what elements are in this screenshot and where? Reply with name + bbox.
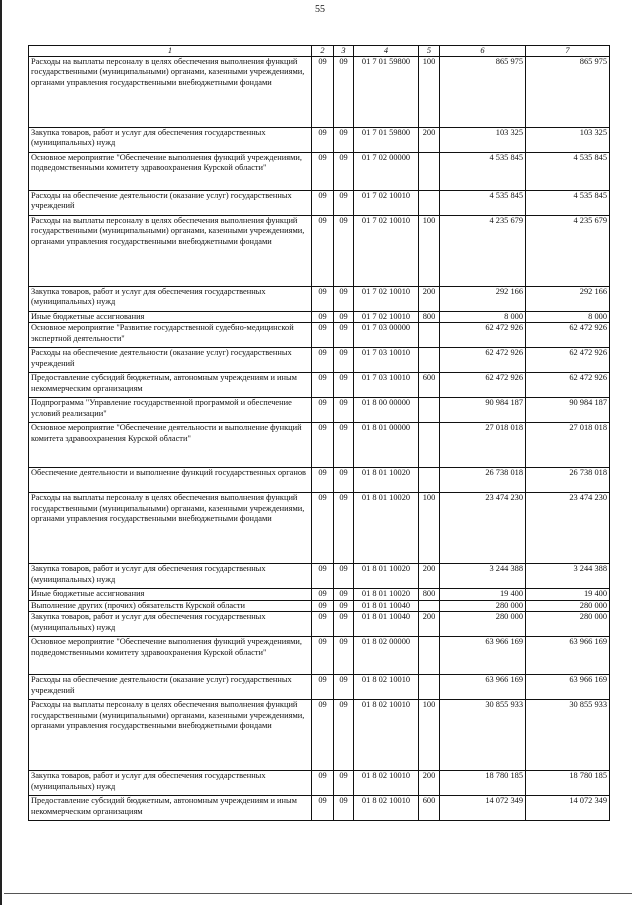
row-subsection: 09 [334, 128, 354, 153]
row-name: Закупка товаров, работ и услуг для обеспечения государственных (муниципальных) нужд [29, 287, 312, 312]
column-number-row [29, 46, 610, 57]
row-target-code: 01 8 01 10020 [354, 468, 419, 493]
row-expense-type [419, 348, 440, 373]
row-amount-col7: 4 535 845 [526, 191, 610, 216]
row-target-code: 01 8 02 10010 [354, 796, 419, 821]
row-amount-col7: 103 325 [526, 128, 610, 153]
row-section: 09 [312, 600, 334, 611]
row-expense-type [419, 600, 440, 611]
row-amount-col7: 63 966 169 [526, 675, 610, 700]
row-subsection: 09 [334, 796, 354, 821]
row-target-code: 01 8 01 10040 [354, 600, 419, 611]
row-expense-type [419, 398, 440, 423]
row-amount-col7: 292 166 [526, 287, 610, 312]
header-col-7: 7 [526, 46, 610, 57]
table-row [29, 423, 610, 468]
table-row [29, 771, 610, 796]
row-amount-col7: 62 472 926 [526, 373, 610, 398]
row-subsection: 09 [334, 373, 354, 398]
row-expense-type: 200 [419, 287, 440, 312]
table-row [29, 564, 610, 589]
row-section: 09 [312, 57, 334, 128]
row-amount-col7: 8 000 [526, 312, 610, 323]
row-amount-col7: 18 780 185 [526, 771, 610, 796]
row-expense-type [419, 637, 440, 675]
row-subsection: 09 [334, 57, 354, 128]
header-col-4: 4 [354, 46, 419, 57]
row-section: 09 [312, 589, 334, 600]
row-amount-col7: 62 472 926 [526, 348, 610, 373]
row-name: Закупка товаров, работ и услуг для обеспечения государственных (муниципальных) нужд [29, 771, 312, 796]
row-name: Основное мероприятие "Обеспечение деятельности и выполнение функций комитета здравоохранения Курской области" [29, 423, 312, 468]
row-amount-col7: 14 072 349 [526, 796, 610, 821]
row-name: Иные бюджетные ассигнования [29, 312, 312, 323]
header-col-6: 6 [440, 46, 526, 57]
row-amount-col7: 63 966 169 [526, 637, 610, 675]
row-section: 09 [312, 323, 334, 348]
row-expense-type: 200 [419, 771, 440, 796]
header-col-1: 1 [29, 46, 312, 57]
row-subsection: 09 [334, 637, 354, 675]
row-section: 09 [312, 468, 334, 493]
row-amount-col6: 62 472 926 [440, 348, 526, 373]
row-section: 09 [312, 423, 334, 468]
row-amount-col7: 3 244 388 [526, 564, 610, 589]
row-name: Расходы на обеспечение деятельности (оказание услуг) государственных учреждений [29, 675, 312, 700]
row-subsection: 09 [334, 216, 354, 287]
row-amount-col6: 62 472 926 [440, 373, 526, 398]
row-amount-col6: 18 780 185 [440, 771, 526, 796]
row-target-code: 01 8 01 10040 [354, 612, 419, 637]
row-target-code: 01 7 03 10010 [354, 348, 419, 373]
row-section: 09 [312, 216, 334, 287]
row-section: 09 [312, 373, 334, 398]
row-expense-type: 600 [419, 796, 440, 821]
row-target-code: 01 8 02 10010 [354, 675, 419, 700]
row-amount-col6: 4 535 845 [440, 153, 526, 191]
table-row [29, 323, 610, 348]
table-row [29, 600, 610, 611]
row-subsection: 09 [334, 468, 354, 493]
row-name: Расходы на обеспечение деятельности (оказание услуг) государственных учреждений [29, 348, 312, 373]
table-row [29, 700, 610, 771]
row-target-code: 01 8 01 10020 [354, 564, 419, 589]
row-section: 09 [312, 348, 334, 373]
row-amount-col6: 103 325 [440, 128, 526, 153]
row-amount-col6: 4 235 679 [440, 216, 526, 287]
table-row [29, 589, 610, 600]
row-amount-col7: 4 235 679 [526, 216, 610, 287]
row-amount-col7: 30 855 933 [526, 700, 610, 771]
row-expense-type [419, 468, 440, 493]
row-name: Расходы на выплаты персоналу в целях обеспечения выполнения функций государственными (муниципальными) органами, казенными учреждениями, органами управления государственными внебюджетными фондами [29, 493, 312, 564]
row-section: 09 [312, 637, 334, 675]
row-subsection: 09 [334, 675, 354, 700]
table-row [29, 216, 610, 287]
row-target-code: 01 8 02 10010 [354, 700, 419, 771]
table-row [29, 191, 610, 216]
row-expense-type: 200 [419, 564, 440, 589]
row-subsection: 09 [334, 589, 354, 600]
row-amount-col7: 280 000 [526, 612, 610, 637]
row-amount-col7: 26 738 018 [526, 468, 610, 493]
table-row [29, 675, 610, 700]
row-section: 09 [312, 287, 334, 312]
table-row [29, 468, 610, 493]
row-name: Закупка товаров, работ и услуг для обеспечения государственных (муниципальных) нужд [29, 564, 312, 589]
row-amount-col6: 865 975 [440, 57, 526, 128]
row-expense-type: 200 [419, 612, 440, 637]
row-name: Закупка товаров, работ и услуг для обеспечения государственных (муниципальных) нужд [29, 612, 312, 637]
row-amount-col6: 62 472 926 [440, 323, 526, 348]
row-target-code: 01 7 01 59800 [354, 128, 419, 153]
row-subsection: 09 [334, 191, 354, 216]
row-expense-type: 100 [419, 57, 440, 128]
row-amount-col6: 14 072 349 [440, 796, 526, 821]
row-subsection: 09 [334, 287, 354, 312]
row-amount-col7: 90 984 187 [526, 398, 610, 423]
row-section: 09 [312, 612, 334, 637]
row-amount-col6: 90 984 187 [440, 398, 526, 423]
row-target-code: 01 8 00 00000 [354, 398, 419, 423]
row-target-code: 01 7 02 10010 [354, 191, 419, 216]
table-row [29, 128, 610, 153]
row-subsection: 09 [334, 423, 354, 468]
header-col-5: 5 [419, 46, 440, 57]
table-row [29, 312, 610, 323]
row-subsection: 09 [334, 564, 354, 589]
row-subsection: 09 [334, 612, 354, 637]
row-section: 09 [312, 493, 334, 564]
row-target-code: 01 8 01 10020 [354, 589, 419, 600]
row-section: 09 [312, 153, 334, 191]
row-expense-type [419, 323, 440, 348]
row-subsection: 09 [334, 153, 354, 191]
table-row [29, 57, 610, 128]
row-section: 09 [312, 700, 334, 771]
row-target-code: 01 8 02 00000 [354, 637, 419, 675]
row-amount-col6: 292 166 [440, 287, 526, 312]
row-target-code: 01 8 01 00000 [354, 423, 419, 468]
scan-bottom-line [4, 893, 632, 894]
row-amount-col7: 280 000 [526, 600, 610, 611]
row-target-code: 01 7 03 10010 [354, 373, 419, 398]
table-row [29, 612, 610, 637]
row-name: Расходы на выплаты персоналу в целях обеспечения выполнения функций государственными (муниципальными) органами, казенными учреждениями, органами управления государственными внебюджетными фондами [29, 700, 312, 771]
row-section: 09 [312, 796, 334, 821]
row-name: Закупка товаров, работ и услуг для обеспечения государственных (муниципальных) нужд [29, 128, 312, 153]
table-row [29, 153, 610, 191]
row-section: 09 [312, 398, 334, 423]
row-section: 09 [312, 191, 334, 216]
table-row [29, 348, 610, 373]
row-name: Подпрограмма "Управление государственной программой и обеспечение условий реализации" [29, 398, 312, 423]
row-name: Обеспечение деятельности и выполнение функций государственных органов [29, 468, 312, 493]
row-name: Основное мероприятие "Развитие государственной судебно-медицинской экспертной деятельности" [29, 323, 312, 348]
row-expense-type: 800 [419, 312, 440, 323]
table-row [29, 637, 610, 675]
row-subsection: 09 [334, 771, 354, 796]
row-target-code: 01 7 02 10010 [354, 312, 419, 323]
row-amount-col6: 8 000 [440, 312, 526, 323]
row-amount-col6: 63 966 169 [440, 675, 526, 700]
row-subsection: 09 [334, 348, 354, 373]
row-amount-col7: 4 535 845 [526, 153, 610, 191]
row-target-code: 01 7 03 00000 [354, 323, 419, 348]
row-amount-col6: 19 400 [440, 589, 526, 600]
row-target-code: 01 7 02 00000 [354, 153, 419, 191]
row-amount-col6: 4 535 845 [440, 191, 526, 216]
row-amount-col6: 27 018 018 [440, 423, 526, 468]
row-amount-col6: 63 966 169 [440, 637, 526, 675]
row-target-code: 01 7 02 10010 [354, 216, 419, 287]
budget-table [28, 45, 610, 821]
scan-edge-line [0, 0, 2, 905]
row-amount-col7: 865 975 [526, 57, 610, 128]
table-row [29, 287, 610, 312]
row-expense-type [419, 423, 440, 468]
table-row [29, 796, 610, 821]
row-amount-col6: 280 000 [440, 612, 526, 637]
row-section: 09 [312, 564, 334, 589]
row-amount-col6: 280 000 [440, 600, 526, 611]
row-expense-type: 100 [419, 700, 440, 771]
row-name: Основное мероприятие "Обеспечение выполнения функций учреждениями, подведомственными комитету здравоохранения Курской области" [29, 637, 312, 675]
row-amount-col6: 23 474 230 [440, 493, 526, 564]
row-name: Иные бюджетные ассигнования [29, 589, 312, 600]
row-amount-col7: 62 472 926 [526, 323, 610, 348]
row-expense-type: 200 [419, 128, 440, 153]
table-row [29, 373, 610, 398]
row-amount-col7: 27 018 018 [526, 423, 610, 468]
row-name: Выполнение других (прочих) обязательств Курской области [29, 600, 312, 611]
table-row [29, 398, 610, 423]
row-subsection: 09 [334, 493, 354, 564]
row-amount-col7: 23 474 230 [526, 493, 610, 564]
row-name: Предоставление субсидий бюджетным, автономным учреждениям и иным некоммерческим организациям [29, 796, 312, 821]
row-amount-col6: 3 244 388 [440, 564, 526, 589]
header-col-3: 3 [334, 46, 354, 57]
row-expense-type: 800 [419, 589, 440, 600]
row-target-code: 01 8 02 10010 [354, 771, 419, 796]
row-name: Основное мероприятие "Обеспечение выполнения функций учреждениями, подведомственными комитету здравоохранения Курской области" [29, 153, 312, 191]
page-number: 55 [315, 4, 325, 15]
row-name: Расходы на выплаты персоналу в целях обеспечения выполнения функций государственными (муниципальными) органами, казенными учреждениями, органами управления государственными внебюджетными фондами [29, 216, 312, 287]
row-subsection: 09 [334, 700, 354, 771]
row-subsection: 09 [334, 600, 354, 611]
row-name: Предоставление субсидий бюджетным, автономным учреждениям и иным некоммерческим организациям [29, 373, 312, 398]
row-amount-col6: 30 855 933 [440, 700, 526, 771]
row-amount-col6: 26 738 018 [440, 468, 526, 493]
row-target-code: 01 7 01 59800 [354, 57, 419, 128]
row-section: 09 [312, 675, 334, 700]
row-expense-type [419, 675, 440, 700]
header-col-2: 2 [312, 46, 334, 57]
row-subsection: 09 [334, 312, 354, 323]
row-subsection: 09 [334, 398, 354, 423]
row-name: Расходы на выплаты персоналу в целях обеспечения выполнения функций государственными (муниципальными) органами, казенными учреждениями, органами управления государственными внебюджетными фондами [29, 57, 312, 128]
row-expense-type [419, 191, 440, 216]
row-amount-col7: 19 400 [526, 589, 610, 600]
row-target-code: 01 7 02 10010 [354, 287, 419, 312]
row-subsection: 09 [334, 323, 354, 348]
row-expense-type: 600 [419, 373, 440, 398]
row-expense-type [419, 153, 440, 191]
row-name: Расходы на обеспечение деятельности (оказание услуг) государственных учреждений [29, 191, 312, 216]
row-section: 09 [312, 128, 334, 153]
row-section: 09 [312, 312, 334, 323]
row-target-code: 01 8 01 10020 [354, 493, 419, 564]
table-row [29, 493, 610, 564]
row-expense-type: 100 [419, 493, 440, 564]
row-expense-type: 100 [419, 216, 440, 287]
row-section: 09 [312, 771, 334, 796]
